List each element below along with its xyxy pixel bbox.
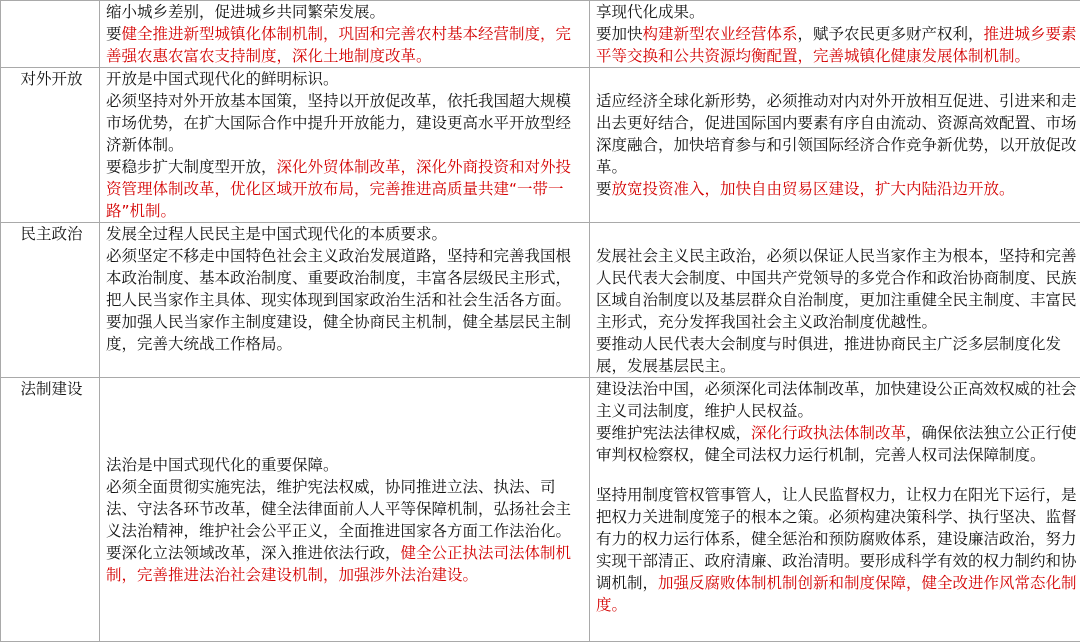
paragraph (106, 90, 586, 156)
body-text: 要加强人民当家作主制度建设，健全协商民主机制，健全基层民主制度，完善大统战工作格局。 (106, 313, 571, 353)
highlight-text: 推进城乡要素平等交换和公共资源均衡配置，完善城镇化健康发展体制机制。 (596, 25, 1077, 65)
body-text: 必须坚定不移走中国特色社会主义政治发展道路，坚持和完善我国根本政治制度、基本政治制度、重要政治制度，丰富各层级民主形式，把人民当家作主具体、现实体现到国家政治生活和社会生活各方面。 (106, 247, 571, 309)
paragraph (596, 1, 1077, 23)
paragraph (106, 68, 586, 90)
body-text: 要推动人民代表大会制度与时俱进，推进协商民主广泛多层制度化发展，发展基层民主。 (596, 335, 1061, 375)
body-text: 法治是中国式现代化的重要保障。 (106, 456, 339, 474)
highlight-text: 健全推进新型城镇化体制机制，巩固和完善农村基本经营制度，完善强农惠农富农支持制度，深化土地制度改革。 (106, 25, 571, 65)
paragraph (596, 422, 1077, 466)
category-cell (1, 1, 100, 68)
category-cell (1, 378, 100, 642)
table-row-urban-rural (1, 1, 1080, 68)
category-cell (1, 223, 100, 378)
category-label: 法制建设 (20, 380, 82, 398)
body-text: 必须全面贯彻实施宪法，维护宪法权威，协同推进立法、执法、司法、守法各环节改革，健全法律面前人人平等保障机制，弘扬社会主义法治精神，维护社会公平正义，全面推进国家各方面工作法治化。 (106, 478, 571, 540)
paragraph (596, 484, 1077, 616)
col2-cell (100, 1, 590, 68)
category-cell (1, 68, 100, 223)
highlight-text: 放宽投资准入，加快自由贸易区建设，扩大内陆沿边开放。 (612, 180, 1015, 198)
body-text: 建设法治中国，必须深化司法体制改革，加快建设公正高效权威的社会主义司法制度，维护人民权益。 (596, 380, 1077, 420)
body-text: 要 (106, 25, 122, 43)
highlight-text: 构建新型农业经营体系 (643, 25, 798, 43)
highlight-text: 深化行政执法体制改革 (751, 424, 906, 442)
paragraph (106, 311, 586, 355)
paragraph (106, 23, 586, 67)
body-text: ，赋予农民更多财产权利， (798, 25, 984, 43)
body-text: 发展社会主义民主政治，必须以保证人民当家作主为根本，坚持和完善人民代表大会制度、中国共产党领导的多党合作和政治协商制度、民族区域自治制度以及基层群众自治制度，更加注重健全民主制度、丰富民主形式，充分发挥我国社会主义政治制度优越性。 (596, 247, 1077, 331)
body-text: ，确保依法独立公正行使审判权检察权，健全司法权力运行机制，完善人权司法保障制度。 (596, 424, 1077, 464)
body-text: 开放是中国式现代化的鲜明标识。 (106, 70, 339, 88)
paragraph (596, 90, 1077, 178)
paragraph (596, 378, 1077, 422)
col2-cell (100, 378, 590, 642)
body-text: 坚持用制度管权管事管人，让人民监督权力，让权力在阳光下运行，是把权力关进制度笼子的根本之策。必须构建决策科学、执行坚决、监督有力的权力运行体系，健全惩治和预防腐败体系，建设廉洁政治，努力实现干部清正、政府清廉、政治清明。要形成科学有效的权力制约和协调机制， (596, 486, 1077, 592)
table-row-democracy (1, 223, 1080, 378)
body-text: 要加快 (596, 25, 643, 43)
body-text: 享现代化成果。 (596, 3, 705, 21)
category-label: 对外开放 (20, 70, 82, 88)
col3-cell (590, 1, 1080, 68)
body-text: 要深化立法领域改革，深入推进依法行政， (106, 544, 401, 562)
paragraph (106, 1, 586, 23)
table-row-opening-up (1, 68, 1080, 223)
paragraph (106, 542, 586, 586)
paragraph (596, 333, 1077, 377)
category-label: 民主政治 (20, 225, 82, 243)
col2-cell (100, 68, 590, 223)
paragraph (106, 245, 586, 311)
highlight-text: 加强反腐败体制机制创新和制度保障，健全改进作风常态化制度。 (596, 574, 1077, 614)
col2-cell (100, 223, 590, 378)
highlight-text: 健全公正执法司法体制机制，完善推进法治社会建设机制，加强涉外法治建设。 (106, 544, 571, 584)
body-text: 要维护宪法法律权威， (596, 424, 751, 442)
body-text: 缩小城乡差别，促进城乡共同繁荣发展。 (106, 3, 385, 21)
body-text: 适应经济全球化新形势，必须推动对内对外开放相互促进、引进来和走出去更好结合，促进国际国内要素有序自由流动、资源高效配置、市场深度融合，加快培育参与和引领国际经济合作竞争新优势，以开放促改革。 (596, 92, 1077, 176)
table-row-rule-of-law (1, 378, 1080, 642)
body-text: 要稳步扩大制度型开放， (106, 158, 277, 176)
body-text: 发展全过程人民民主是中国式现代化的本质要求。 (106, 225, 447, 243)
body-text: 必须坚持对外开放基本国策，坚持以开放促改革，依托我国超大规模市场优势，在扩大国际合作中提升开放能力，建设更高水平开放型经济新体制。 (106, 92, 571, 154)
paragraph (596, 245, 1077, 333)
paragraph (106, 476, 586, 542)
paragraph (596, 178, 1077, 200)
col3-cell (590, 223, 1080, 378)
body-text: 要 (596, 180, 612, 198)
highlight-text: 深化外贸体制改革，深化外商投资和对外投资管理体制改革，优化区域开放布局，完善推进高质量共建“一带一路”机制。 (106, 158, 571, 220)
paragraph (596, 23, 1077, 67)
paragraph (106, 156, 586, 222)
paragraph (106, 223, 586, 245)
col3-cell (590, 378, 1080, 642)
col3-cell (590, 68, 1080, 223)
paragraph (106, 454, 586, 476)
